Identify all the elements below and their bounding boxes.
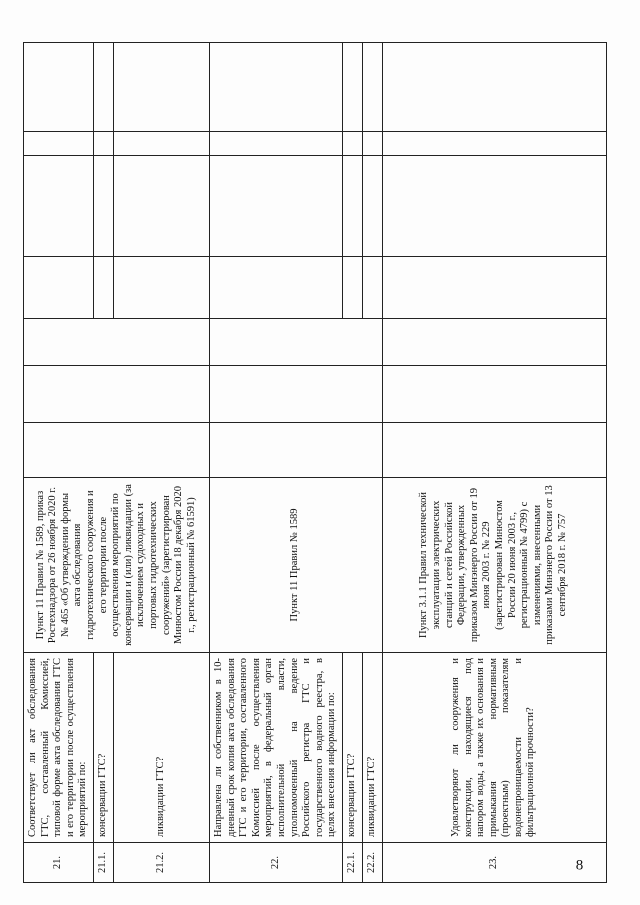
empty-cell: [93, 43, 113, 132]
empty-cell: [113, 132, 209, 156]
empty-cell: [382, 366, 606, 423]
empty-cell: [362, 132, 382, 156]
empty-cell: [382, 156, 606, 257]
question-cell: Удовлетворяют ли сооружения и конструкции, находящиеся под напором воды, а также их основания и примыкания нормативным (проектным) показателям водонепроницаемости и фильтрационной прочности?: [382, 653, 606, 843]
question-cell: Направлена ли собственником в 10-дневный срок копия акта обследования ГТС и его территории, составленного Комиссией после осуществления мероприятий, в федеральный орган исполнительной власти, уполномоченный на ведение Российского регистра ГТС и государственного водного реестра, в целях внесения информации по:: [209, 653, 342, 843]
empty-cell: [382, 43, 606, 132]
empty-cell: [362, 257, 382, 319]
empty-cell: [362, 156, 382, 257]
row-number: 21.1.: [93, 843, 113, 883]
empty-cell: [342, 257, 362, 319]
empty-cell: [362, 43, 382, 132]
empty-cell: [382, 319, 606, 366]
empty-cell: [342, 43, 362, 132]
empty-cell: [209, 423, 382, 478]
empty-cell: [382, 132, 606, 156]
empty-cell: [342, 132, 362, 156]
empty-cell: [113, 43, 209, 132]
empty-cell: [209, 366, 382, 423]
empty-cell: [209, 156, 342, 257]
row-number: 21.: [24, 843, 94, 883]
empty-cell: [382, 423, 606, 478]
question-cell: ликвидации ГТС?: [362, 653, 382, 843]
row-number: 22.: [209, 843, 342, 883]
empty-cell: [24, 366, 210, 423]
reference-cell: Пункт 11 Правил № 1589, приказ Ростехнадзора от 26 ноября 2020 г. № 465 «Об утверждении формы акта обследования гидротехнического сооружения и его территории после осуществления мероприятий по консервации и (или) ликвидации (за исключением судоходных и портовых гидротехнических сооружений» (зарегистрирован Минюстом России 18 декабря 2020 г., регистрационный № 61591): [24, 478, 210, 653]
page-number: 8: [575, 857, 584, 874]
empty-cell: [24, 156, 94, 257]
empty-cell: [209, 319, 382, 366]
row-number: 22.2.: [362, 843, 382, 883]
empty-cell: [209, 132, 342, 156]
table-row: [209, 43, 342, 883]
empty-cell: [93, 132, 113, 156]
question-cell: консервации ГТС?: [342, 653, 362, 843]
table-row: [382, 43, 606, 883]
empty-cell: [113, 257, 209, 319]
empty-cell: [93, 156, 113, 257]
empty-cell: [24, 257, 94, 319]
question-cell: Соответствует ли акт обследования ГТС, составленный Комиссией, типовой форме акта обследования ГТС и его территории после осуществления мероприятий по:: [24, 653, 94, 843]
checklist-table: [23, 42, 607, 883]
empty-cell: [382, 257, 606, 319]
empty-cell: [93, 257, 113, 319]
reference-cell: Пункт 3.1.1 Правил технической эксплуатации электрических станций и сетей Российской Федерации, утвержденных приказом Минэнерго России от 19 июня 2003 г. № 229 (зарегистрирован Минюстом России 20 июня 2003 г., регистрационный № 4799) с изменениями, внесенными приказами Минэнерго России от 13 сентября 2018 г. № 757: [382, 478, 606, 653]
empty-cell: [24, 43, 94, 132]
row-number: 21.2.: [113, 843, 209, 883]
empty-cell: [209, 43, 342, 132]
empty-cell: [24, 423, 210, 478]
reference-cell: Пункт 11 Правил № 1589: [209, 478, 382, 653]
question-cell: ликвидации ГТС?: [113, 653, 209, 843]
rotated-sheet: [23, 43, 584, 883]
empty-cell: [342, 156, 362, 257]
row-number: 22.1.: [342, 843, 362, 883]
empty-cell: [24, 132, 94, 156]
question-cell: консервации ГТС?: [93, 653, 113, 843]
row-number: 23.: [382, 843, 606, 883]
empty-cell: [24, 319, 210, 366]
empty-cell: [113, 156, 209, 257]
empty-cell: [209, 257, 342, 319]
table-row: [24, 43, 94, 883]
